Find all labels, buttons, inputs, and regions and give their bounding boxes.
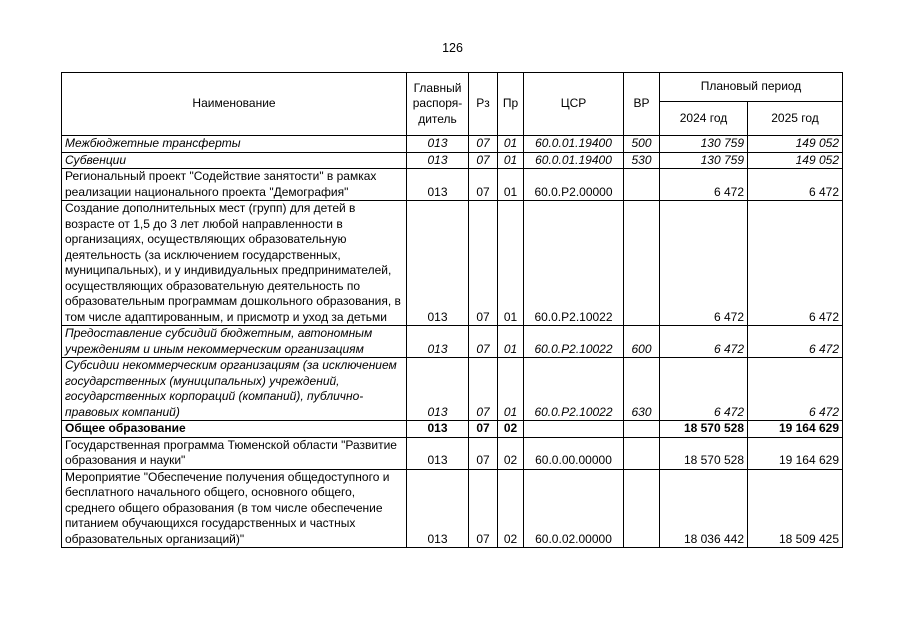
- row-name: Общее образование: [62, 421, 407, 438]
- row-2024: 130 759: [660, 152, 748, 169]
- table-header: [62, 73, 843, 136]
- row-vr: 630: [624, 358, 660, 421]
- row-rz: 07: [469, 437, 498, 469]
- table-row: [62, 136, 843, 153]
- header-admin: Главный распоря-дитель: [407, 73, 469, 136]
- row-rz: 07: [469, 152, 498, 169]
- row-vr: [624, 437, 660, 469]
- row-admin: 013: [407, 201, 469, 326]
- row-rz: 07: [469, 358, 498, 421]
- row-csr: 60.0.00.00000: [524, 437, 624, 469]
- row-pr: 02: [498, 469, 524, 548]
- row-csr: 60.0.P2.10022: [524, 358, 624, 421]
- table-row: [62, 201, 843, 326]
- row-2024: 18 036 442: [660, 469, 748, 548]
- row-pr: 02: [498, 437, 524, 469]
- row-name: Государственная программа Тюменской области "Развитие образования и науки": [62, 437, 407, 469]
- row-2025: 6 472: [748, 326, 843, 358]
- row-2024: 18 570 528: [660, 421, 748, 438]
- row-2024: 18 570 528: [660, 437, 748, 469]
- row-pr: 02: [498, 421, 524, 438]
- row-name: Субвенции: [62, 152, 407, 169]
- row-admin: 013: [407, 469, 469, 548]
- row-vr: [624, 421, 660, 438]
- row-2025: 18 509 425: [748, 469, 843, 548]
- row-2025: 19 164 629: [748, 437, 843, 469]
- header-vr: ВР: [624, 73, 660, 136]
- table-row: [62, 152, 843, 169]
- row-rz: 07: [469, 136, 498, 153]
- header-csr: ЦСР: [524, 73, 624, 136]
- row-name: Региональный проект "Содействие занятости" в рамках реализации национального проекта "Демография": [62, 169, 407, 201]
- row-vr: [624, 469, 660, 548]
- header-pr: Пр: [498, 73, 524, 136]
- row-csr: 60.0.P2.10022: [524, 201, 624, 326]
- row-rz: 07: [469, 421, 498, 438]
- budget-table: [61, 72, 843, 548]
- row-admin: 013: [407, 152, 469, 169]
- header-planned-period: Плановый период: [660, 73, 843, 102]
- row-2024: 130 759: [660, 136, 748, 153]
- row-pr: 01: [498, 326, 524, 358]
- row-2024: 6 472: [660, 169, 748, 201]
- header-name: Наименование: [62, 73, 407, 136]
- row-csr: 60.0.01.19400: [524, 152, 624, 169]
- row-admin: 013: [407, 421, 469, 438]
- row-pr: 01: [498, 201, 524, 326]
- row-2025: 6 472: [748, 169, 843, 201]
- row-vr: [624, 201, 660, 326]
- row-admin: 013: [407, 169, 469, 201]
- header-year-2024: 2024 год: [660, 102, 748, 136]
- table-row: [62, 169, 843, 201]
- row-name: Предоставление субсидий бюджетным, автономным учреждениям и иным некоммерческим организациям: [62, 326, 407, 358]
- row-2025: 19 164 629: [748, 421, 843, 438]
- row-admin: 013: [407, 136, 469, 153]
- header-rz: Рз: [469, 73, 498, 136]
- row-vr: [624, 169, 660, 201]
- row-2024: 6 472: [660, 201, 748, 326]
- table-row: [62, 358, 843, 421]
- row-rz: 07: [469, 169, 498, 201]
- row-2025: 149 052: [748, 152, 843, 169]
- row-vr: 530: [624, 152, 660, 169]
- row-csr: 60.0.02.00000: [524, 469, 624, 548]
- row-pr: 01: [498, 358, 524, 421]
- row-admin: 013: [407, 437, 469, 469]
- row-rz: 07: [469, 326, 498, 358]
- row-2025: 149 052: [748, 136, 843, 153]
- row-rz: 07: [469, 469, 498, 548]
- row-csr: 60.0.01.19400: [524, 136, 624, 153]
- row-csr: [524, 421, 624, 438]
- row-2024: 6 472: [660, 326, 748, 358]
- row-vr: 600: [624, 326, 660, 358]
- row-name: Мероприятие "Обеспечение получения общедоступного и бесплатного начального общего, основного общего, среднего общего образования (в том числе обеспечение питанием обучающихся государственных и частных образовательных организаций)": [62, 469, 407, 548]
- row-2025: 6 472: [748, 201, 843, 326]
- row-rz: 07: [469, 201, 498, 326]
- table-row: [62, 421, 843, 438]
- row-vr: 500: [624, 136, 660, 153]
- table-row: [62, 437, 843, 469]
- row-2024: 6 472: [660, 358, 748, 421]
- row-pr: 01: [498, 152, 524, 169]
- row-admin: 013: [407, 358, 469, 421]
- row-admin: 013: [407, 326, 469, 358]
- header-year-2025: 2025 год: [748, 102, 843, 136]
- row-2025: 6 472: [748, 358, 843, 421]
- row-csr: 60.0.P2.10022: [524, 326, 624, 358]
- row-csr: 60.0.P2.00000: [524, 169, 624, 201]
- page-number: 126: [442, 41, 463, 55]
- row-pr: 01: [498, 136, 524, 153]
- row-name: Создание дополнительных мест (групп) для детей в возрасте от 1,5 до 3 лет любой направленности в организациях, осуществляющих образовательную деятельность (за исключением государственных, муниципальных), и у индивидуальных предпринимателей, осуществляющих образовательную деятельность по образовательным программам дошкольного образования, в том числе адаптированным, и присмотр и уход за детьми: [62, 201, 407, 326]
- table-row: [62, 469, 843, 548]
- row-pr: 01: [498, 169, 524, 201]
- table-row: [62, 326, 843, 358]
- row-name: Межбюджетные трансферты: [62, 136, 407, 153]
- row-name: Субсидии некоммерческим организациям (за исключением государственных (муниципальных) учреждений, государственных корпораций (компаний), публично-правовых компаний): [62, 358, 407, 421]
